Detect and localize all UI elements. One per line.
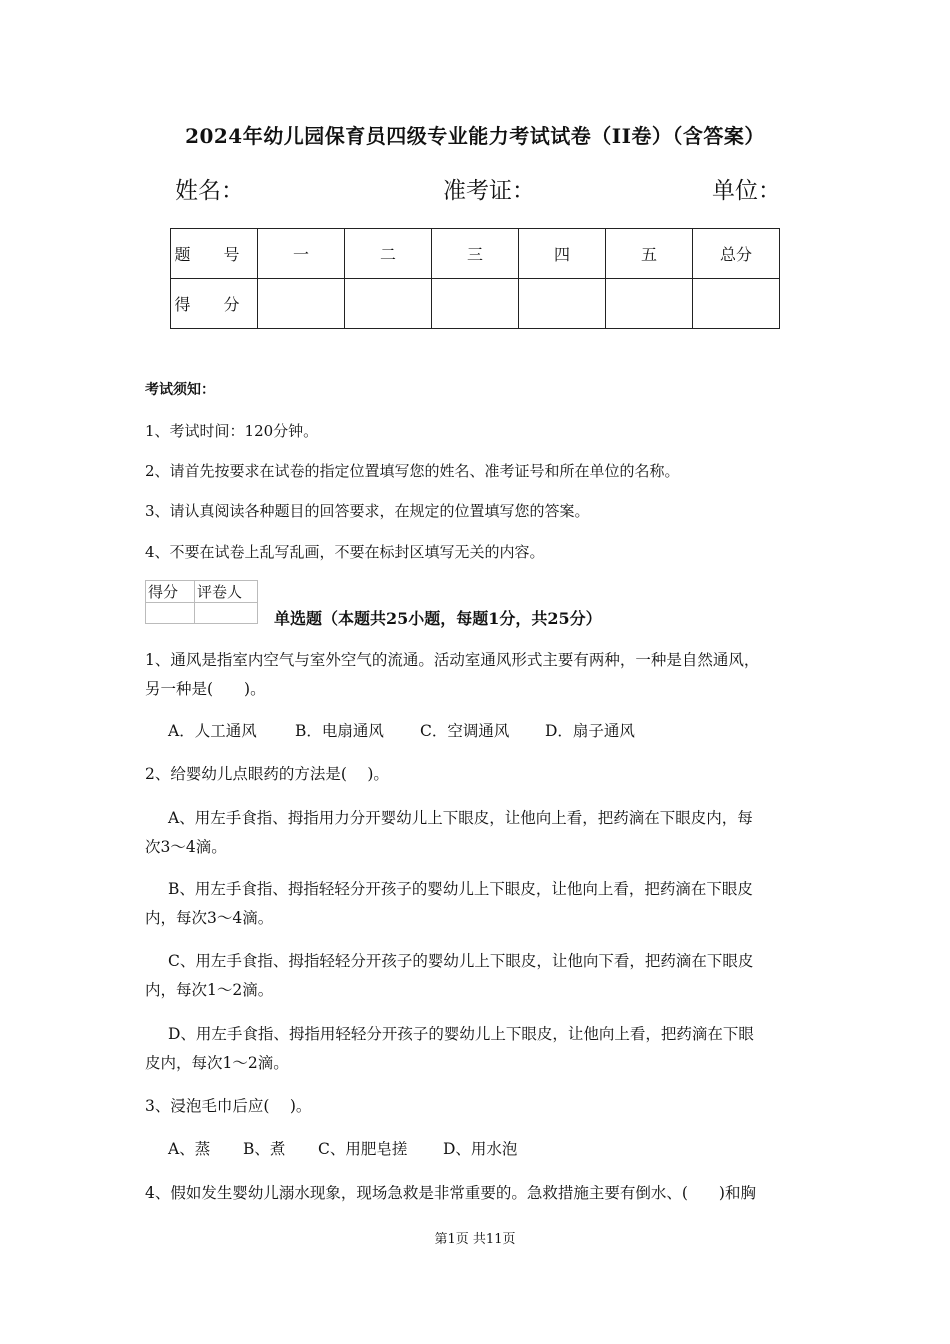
grader-score-cell: [146, 603, 195, 624]
score-table-col-5: 五: [606, 229, 693, 279]
name-label: 姓名：: [175, 178, 244, 204]
notice-item: 3、请认真阅读各种题目的回答要求，在规定的位置填写您的答案。: [145, 502, 590, 520]
question-2-stem: 2、给婴幼儿点眼药的方法是( )。: [145, 765, 389, 783]
score-table-header-row: [171, 229, 780, 279]
question-2-option-d-line-2: 皮内，每次1～2滴。: [145, 1054, 289, 1072]
question-2-option-a-line-2: 次3～4滴。: [145, 838, 227, 856]
question-3-option-b: B、煮: [243, 1140, 286, 1158]
question-1-option-c: C．空调通风: [420, 722, 510, 740]
grader-name-cell: [195, 603, 258, 624]
question-2-option-c-line-2: 内，每次1～2滴。: [145, 981, 274, 999]
exam-id-label: 准考证：: [443, 178, 535, 204]
unit-label: 单位：: [712, 178, 781, 204]
question-3-option-c: C、用肥皂搓: [318, 1140, 408, 1158]
page-title: 2024年幼儿园保育员四级专业能力考试试卷（II卷）（含答案）: [185, 124, 765, 148]
question-1-line-1: 1、通风是指室内空气与室外空气的流通。活动室通风形式主要有两种，一种是自然通风，: [145, 651, 760, 669]
section-title: 单选题（本题共25小题，每题1分，共25分）: [274, 609, 602, 628]
notice-item: 2、请首先按要求在试卷的指定位置填写您的姓名、准考证号和所在单位的名称。: [145, 462, 680, 480]
score-cell-2: [345, 279, 432, 329]
question-2-option-d-line-1: D、用左手食指、拇指用轻轻分开孩子的婴幼儿上下眼皮，让他向上看，把药滴在下眼: [168, 1025, 754, 1043]
score-table-col-1: 一: [258, 229, 345, 279]
score-cell-total: [693, 279, 780, 329]
score-table-score-row: [171, 279, 780, 329]
notice-item: 1、考试时间：120分钟。: [145, 422, 319, 440]
question-1-option-d: D．扇子通风: [545, 722, 635, 740]
question-3-option-a: A、蒸: [168, 1140, 211, 1158]
score-table-col-4: 四: [519, 229, 606, 279]
notice-item: 4、不要在试卷上乱写乱画，不要在标封区填写无关的内容。: [145, 543, 545, 561]
score-cell-3: [432, 279, 519, 329]
score-table: [170, 228, 780, 329]
question-1-line-2: 另一种是( )。: [145, 680, 266, 698]
question-3-stem: 3、浸泡毛巾后应( )。: [145, 1097, 312, 1115]
question-4-line-1: 4、假如发生婴幼儿溺水现象，现场急救是非常重要的。急救措施主要有倒水、( )和胸: [145, 1184, 756, 1202]
question-2-option-a-line-1: A、用左手食指、拇指用力分开婴幼儿上下眼皮，让他向上看，把药滴在下眼皮内，每: [168, 809, 753, 827]
question-1-option-a: A．人工通风: [168, 722, 257, 740]
score-table-header-label: 题 号: [171, 229, 258, 279]
score-table-col-total: 总分: [693, 229, 780, 279]
question-2-option-c-line-1: C、用左手食指、拇指轻轻分开孩子的婴幼儿上下眼皮，让他向下看，把药滴在下眼皮: [168, 952, 754, 970]
question-2-option-b-line-2: 内，每次3～4滴。: [145, 909, 274, 927]
question-2-option-b-line-1: B、用左手食指、拇指轻轻分开孩子的婴幼儿上下眼皮，让他向上看，把药滴在下眼皮: [168, 880, 753, 898]
score-cell-5: [606, 279, 693, 329]
score-cell-1: [258, 279, 345, 329]
score-cell-4: [519, 279, 606, 329]
notice-title: 考试须知：: [145, 382, 215, 398]
page-footer: 第1页 共11页: [434, 1232, 516, 1247]
grader-score-label: 得分: [146, 581, 195, 603]
question-1-option-b: B．电扇通风: [295, 722, 384, 740]
grader-box: [145, 580, 258, 624]
score-table-col-2: 二: [345, 229, 432, 279]
score-table-score-label: 得 分: [171, 279, 258, 329]
grader-name-label: 评卷人: [195, 581, 258, 603]
question-3-option-d: D、用水泡: [443, 1140, 518, 1158]
score-table-col-3: 三: [432, 229, 519, 279]
